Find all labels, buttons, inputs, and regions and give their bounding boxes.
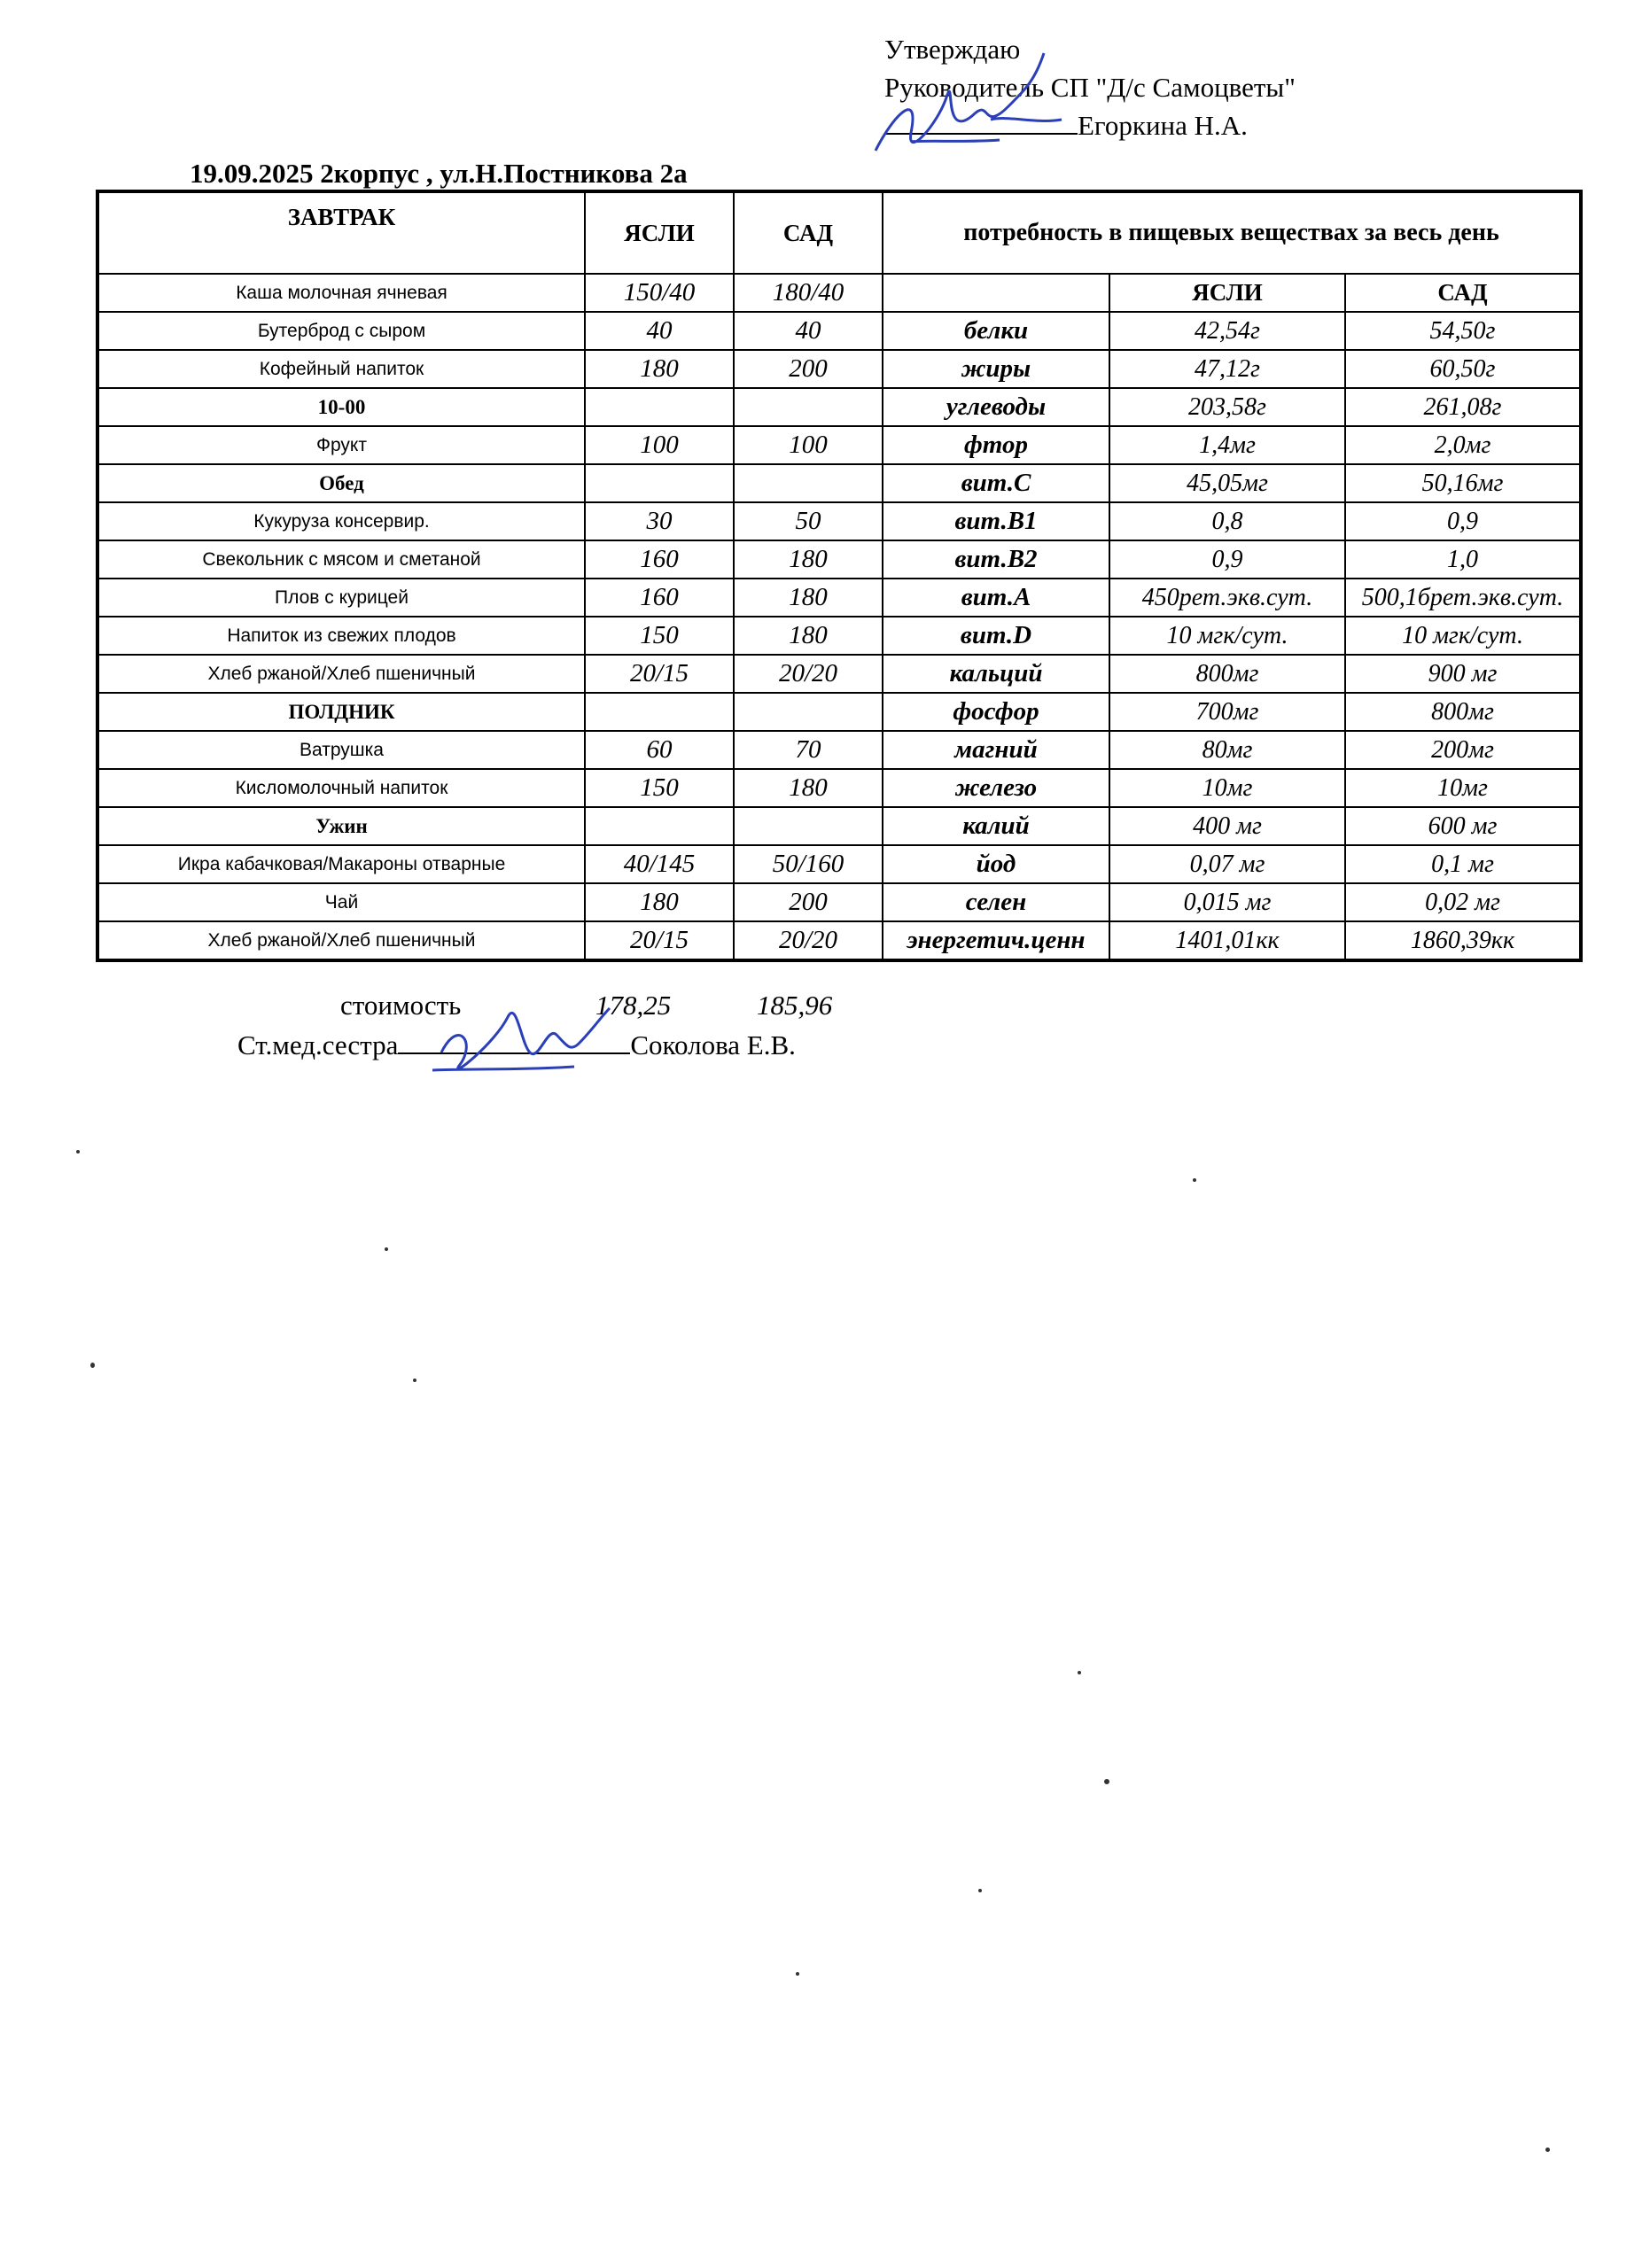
- table-row: [97, 540, 1581, 579]
- nutrient-name: вит.В2: [883, 540, 1109, 579]
- nutrient-garden-value: 1,0: [1345, 540, 1581, 579]
- table-row: [97, 693, 1581, 731]
- needs-subheader-nursery: ЯСЛИ: [1109, 274, 1345, 312]
- dish-name: Бутерброд с сыром: [97, 312, 585, 350]
- cost-nursery: 178,25: [595, 990, 672, 1021]
- table-row: [97, 807, 1581, 845]
- table-row: [97, 426, 1581, 464]
- nutrient-nursery-value: 0,8: [1109, 502, 1345, 540]
- nutrient-name: углеводы: [883, 388, 1109, 426]
- nutrient-nursery-value: 45,05мг: [1109, 464, 1345, 502]
- scan-speck: [796, 1972, 799, 1976]
- column-header-nursery: ЯСЛИ: [585, 191, 734, 274]
- nutrient-nursery-value: 1401,01кк: [1109, 921, 1345, 960]
- nurse-title: Ст.мед.сестра: [237, 1029, 399, 1060]
- nutrient-garden-value: 1860,39кк: [1345, 921, 1581, 960]
- garden-portion: 180/40: [734, 274, 883, 312]
- approval-signer: Егоркина Н.А.: [1078, 110, 1248, 141]
- director-signature-icon: [858, 35, 1088, 168]
- nursery-portion: 100: [585, 426, 734, 464]
- nutrient-garden-value: 60,50г: [1345, 350, 1581, 388]
- nutrient-name: фтор: [883, 426, 1109, 464]
- dish-name: Плов с курицей: [97, 579, 585, 617]
- nutrient-name: вит.D: [883, 617, 1109, 655]
- nutrient-garden-value: 0,1 мг: [1345, 845, 1581, 883]
- garden-portion: 180: [734, 769, 883, 807]
- nutrient-nursery-value: 10 мгк/сут.: [1109, 617, 1345, 655]
- table-row: [97, 350, 1581, 388]
- nutrient-garden-value: 0,9: [1345, 502, 1581, 540]
- nutrient-garden-value: 900 мг: [1345, 655, 1581, 693]
- dish-name: Кофейный напиток: [97, 350, 585, 388]
- nutrient-nursery-value: 0,9: [1109, 540, 1345, 579]
- dish-name: Ватрушка: [97, 731, 585, 769]
- table-row: [97, 274, 1581, 312]
- nursery-portion: 40: [585, 312, 734, 350]
- nutrient-name: вит.А: [883, 579, 1109, 617]
- nutrient-garden-value: 800мг: [1345, 693, 1581, 731]
- table-row: [97, 388, 1581, 426]
- meal-section-label: ПОЛДНИК: [97, 693, 585, 731]
- nursery-portion: 60: [585, 731, 734, 769]
- table-header-row: [97, 191, 1581, 274]
- nutrient-nursery-value: 42,54г: [1109, 312, 1345, 350]
- approval-title: Утверждаю: [884, 34, 1021, 65]
- document-header: 19.09.2025 2корпус , ул.Н.Постникова 2а: [190, 158, 688, 189]
- nutrient-garden-value: 500,1брет.экв.сут.: [1345, 579, 1581, 617]
- meal-section-label: Ужин: [97, 807, 585, 845]
- nutrient-name: белки: [883, 312, 1109, 350]
- garden-portion: 40: [734, 312, 883, 350]
- nursery-portion: 30: [585, 502, 734, 540]
- nurse-name: Соколова Е.В.: [630, 1029, 796, 1060]
- menu-table: [96, 190, 1583, 962]
- garden-portion: 180: [734, 540, 883, 579]
- dish-name: Каша молочная ячневая: [97, 274, 585, 312]
- nutrient-nursery-value: 47,12г: [1109, 350, 1345, 388]
- nurse-signature-icon: [424, 982, 619, 1088]
- nutrient-nursery-value: 203,58г: [1109, 388, 1345, 426]
- table-row: [97, 845, 1581, 883]
- menu-body: [97, 191, 1581, 960]
- nursery-portion: 150: [585, 617, 734, 655]
- dish-name: Хлеб ржаной/Хлеб пшеничный: [97, 655, 585, 693]
- scan-speck: [978, 1889, 982, 1892]
- table-row: [97, 655, 1581, 693]
- scan-speck: [1545, 2148, 1550, 2152]
- nursery-portion: [585, 807, 734, 845]
- nutrient-name: йод: [883, 845, 1109, 883]
- garden-portion: 20/20: [734, 655, 883, 693]
- nutrient-nursery-value: 1,4мг: [1109, 426, 1345, 464]
- nutrient-nursery-value: 0,015 мг: [1109, 883, 1345, 921]
- garden-portion: 200: [734, 350, 883, 388]
- garden-portion: [734, 464, 883, 502]
- nutrient-garden-value: 600 мг: [1345, 807, 1581, 845]
- nursery-portion: 150/40: [585, 274, 734, 312]
- nutrient-garden-value: 10мг: [1345, 769, 1581, 807]
- nursery-portion: 20/15: [585, 921, 734, 960]
- table-row: [97, 769, 1581, 807]
- nursery-portion: 20/15: [585, 655, 734, 693]
- nursery-portion: 40/145: [585, 845, 734, 883]
- nutrient-garden-value: 200мг: [1345, 731, 1581, 769]
- garden-portion: 180: [734, 579, 883, 617]
- nutrient-garden-value: 54,50г: [1345, 312, 1581, 350]
- garden-portion: 70: [734, 731, 883, 769]
- nutrient-name: кальций: [883, 655, 1109, 693]
- meal-section-label: Обед: [97, 464, 585, 502]
- approval-position: Руководитель СП "Д/с Самоцветы": [884, 72, 1296, 103]
- nutrient-nursery-value: 10мг: [1109, 769, 1345, 807]
- cost-label: стоимость: [340, 990, 462, 1021]
- table-row: [97, 883, 1581, 921]
- garden-portion: [734, 388, 883, 426]
- nutrient-name: вит.С: [883, 464, 1109, 502]
- garden-portion: 20/20: [734, 921, 883, 960]
- nutrient-garden-value: 261,08г: [1345, 388, 1581, 426]
- dish-name: Фрукт: [97, 426, 585, 464]
- nursery-portion: 180: [585, 350, 734, 388]
- nursery-portion: [585, 388, 734, 426]
- nutrient-name: селен: [883, 883, 1109, 921]
- garden-portion: [734, 807, 883, 845]
- scan-speck: [1193, 1178, 1196, 1182]
- garden-portion: [734, 693, 883, 731]
- nursery-portion: 180: [585, 883, 734, 921]
- column-header-meal: ЗАВТРАК: [97, 191, 585, 274]
- table-row: [97, 921, 1581, 960]
- nursery-portion: 160: [585, 540, 734, 579]
- cost-garden: 185,96: [757, 990, 833, 1021]
- nursery-portion: [585, 464, 734, 502]
- garden-portion: 100: [734, 426, 883, 464]
- dish-name: Свекольник с мясом и сметаной: [97, 540, 585, 579]
- column-header-garden: САД: [734, 191, 883, 274]
- nursery-portion: [585, 693, 734, 731]
- column-header-needs: потребность в пищевых веществах за весь день: [883, 191, 1581, 274]
- nursery-portion: 160: [585, 579, 734, 617]
- nutrient-name: фосфор: [883, 693, 1109, 731]
- scan-speck: [1104, 1779, 1109, 1784]
- table-row: [97, 579, 1581, 617]
- nutrient-name: энергетич.ценн: [883, 921, 1109, 960]
- nutrient-garden-value: 0,02 мг: [1345, 883, 1581, 921]
- nutrient-name: [883, 274, 1109, 312]
- scan-speck: [413, 1379, 416, 1382]
- nutrient-garden-value: 2,0мг: [1345, 426, 1581, 464]
- nutrient-nursery-value: 0,07 мг: [1109, 845, 1345, 883]
- dish-name: Напиток из свежих плодов: [97, 617, 585, 655]
- nutrient-name: жиры: [883, 350, 1109, 388]
- nutrient-nursery-value: 700мг: [1109, 693, 1345, 731]
- nutrient-nursery-value: 80мг: [1109, 731, 1345, 769]
- table-row: [97, 312, 1581, 350]
- scan-speck: [90, 1363, 95, 1368]
- scan-speck: [76, 1150, 80, 1153]
- table-row: [97, 502, 1581, 540]
- needs-subheader-garden: САД: [1345, 274, 1581, 312]
- nutrient-nursery-value: 450рет.экв.сут.: [1109, 579, 1345, 617]
- nutrient-name: калий: [883, 807, 1109, 845]
- nursery-portion: 150: [585, 769, 734, 807]
- nutrient-nursery-value: 800мг: [1109, 655, 1345, 693]
- scan-speck: [385, 1247, 388, 1251]
- table-row: [97, 464, 1581, 502]
- table-row: [97, 617, 1581, 655]
- garden-portion: 200: [734, 883, 883, 921]
- nutrient-name: железо: [883, 769, 1109, 807]
- garden-portion: 50/160: [734, 845, 883, 883]
- nutrient-garden-value: 10 мгк/сут.: [1345, 617, 1581, 655]
- dish-name: Кисломолочный напиток: [97, 769, 585, 807]
- dish-name: Хлеб ржаной/Хлеб пшеничный: [97, 921, 585, 960]
- garden-portion: 50: [734, 502, 883, 540]
- nutrient-name: магний: [883, 731, 1109, 769]
- nutrient-name: вит.В1: [883, 502, 1109, 540]
- dish-name: Чай: [97, 883, 585, 921]
- table-row: [97, 731, 1581, 769]
- nutrient-nursery-value: 400 мг: [1109, 807, 1345, 845]
- dish-name: Икра кабачковая/Макароны отварные: [97, 845, 585, 883]
- meal-section-label: 10-00: [97, 388, 585, 426]
- scan-speck: [1078, 1671, 1081, 1674]
- nutrient-garden-value: 50,16мг: [1345, 464, 1581, 502]
- dish-name: Кукуруза консервир.: [97, 502, 585, 540]
- garden-portion: 180: [734, 617, 883, 655]
